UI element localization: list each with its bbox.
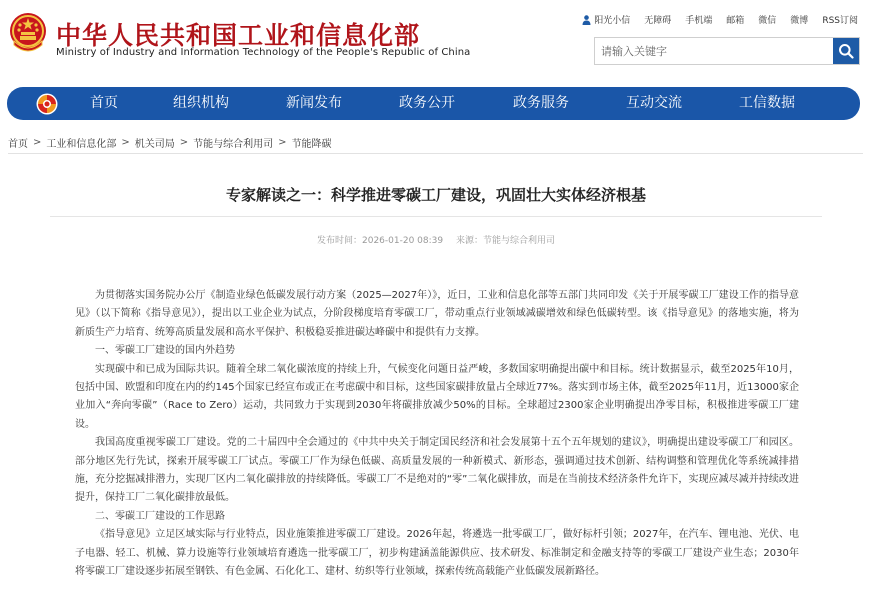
breadcrumb-divider [8, 153, 863, 154]
person-icon [582, 15, 591, 25]
search-input[interactable] [595, 38, 833, 64]
article-title: 专家解读之一：科学推进零碳工厂建设，巩固壮大实体经济根基 [225, 186, 646, 204]
article-paragraph: 《指导意见》立足区域实际与行业特点，因业施策推进零碳工厂建设。2026年起，将遴选一批零碳工厂，做好标杆引领；2027年，在汽车、锂电池、光伏、电子电器、轻工、机械、算力设施等行业领域培育遴选一批零碳工厂，初步构建涵盖能源供应、技术研发、标准制定和金融支持等的零碳工厂建设产业生态；2030年将零碳工厂建设逐步拓展至钢铁、有色金属、石化化工、建材、纺织等行业领域，探索传统高载能产业低碳发展新路径。 [75, 529, 799, 578]
toplink-sunshine[interactable] [582, 13, 630, 26]
toplink-wechat[interactable]: 微信 [758, 16, 777, 26]
search-icon [838, 43, 854, 59]
article-body [75, 287, 799, 582]
nav-item-news[interactable]: 新闻发布 [286, 95, 342, 111]
breadcrumb-separator: > [121, 137, 130, 148]
breadcrumb-separator: > [179, 137, 189, 148]
nav-item-organization[interactable]: 组织机构 [173, 95, 229, 111]
main-nav [7, 87, 860, 120]
toplink-weibo[interactable]: 微博 [790, 16, 809, 26]
breadcrumb-carbon-reduction[interactable]: 节能降碳 [291, 139, 332, 150]
national-emblem-icon[interactable] [8, 11, 48, 55]
breadcrumb-ministry[interactable]: 工业和信息化部 [46, 139, 117, 150]
toplink-rss[interactable]: RSS订阅 [822, 16, 858, 26]
title-divider [50, 216, 822, 217]
breadcrumb-departments[interactable]: 机关司局 [134, 139, 175, 150]
toplink-mobile[interactable]: 手机端 [685, 16, 713, 26]
nav-item-services[interactable]: 政务服务 [513, 95, 569, 111]
site-subtitle-en: Ministry of Industry and Information Technology of the People's Republic of China [56, 47, 471, 58]
site-title[interactable]: 中华人民共和国工业和信息化部 [56, 21, 421, 50]
top-links [582, 13, 858, 26]
breadcrumb-separator: > [33, 137, 42, 148]
article-source: 来源：节能与综合利用司 [455, 236, 555, 246]
publish-time: 发布时间：2026-01-20 08:39 [317, 236, 444, 246]
search-box [594, 37, 860, 65]
breadcrumb-energy-saving-dept[interactable]: 节能与综合利用司 [193, 139, 274, 150]
article-paragraph: 实现碳中和已成为国际共识。随着全球二氧化碳浓度的持续上升，气候变化问题日益严峻，多数国家明确提出碳中和目标。统计数据显示，截至2025年10月，包括中国、欧盟和印度在内的约145个国家已经宣布或正在考虑碳中和目标，这些国家碳排放量占全球近77%。落实到市场主体，截至2025年11月，近13000家企业加入“奔向零碳”（Race to Zero）运动，共同致力于实现到2030年将碳排放减少50%的目标。全球超过2300家企业明确提出净零目标，积极推进零碳工厂建设。 [75, 363, 799, 430]
article-meta [0, 233, 872, 246]
toplink-mail[interactable]: 邮箱 [726, 16, 745, 26]
toplink-label: 阳光小信 [594, 16, 631, 26]
search-button[interactable] [833, 38, 859, 64]
article-paragraph: 为贯彻落实国务院办公厅《制造业绿色低碳发展行动方案（2025—2027年）》，近日，工业和信息化部等五部门共同印发《关于开展零碳工厂建设工作的指导意见》（以下简称《指导意见》），提出以工业企业为试点，分阶段梯度培育零碳工厂，带动重点行业领域减碳增效和绿色低碳转型。该《指导意见》的落地实施，将为新质生产力培育、统筹高质量发展和高水平保护、积极稳妥推进碳达峰碳中和提供有力支撑。 [75, 290, 799, 338]
breadcrumb-home[interactable]: 首页 [8, 139, 28, 150]
nav-logo-icon[interactable] [36, 93, 58, 115]
toplink-accessibility[interactable]: 无障碍 [644, 16, 672, 26]
article-paragraph: 我国高度重视零碳工厂建设。党的二十届四中全会通过的《中共中央关于制定国民经济和社会发展第十五个五年规划的建议》，明确提出建设零碳工厂和园区。部分地区先行先试，探索开展零碳工厂试点。零碳工厂作为绿色低碳、高质量发展的一种新模式、新形态，强调通过技术创新、结构调整和管理优化等系统减排措施，充分挖掘减排潜力，实现厂区内二氧化碳排放的持续降低。零碳工厂不是绝对的“零”二氧化碳排放，而是在当前技术经济条件允许下，实现应减尽减并持续改进提升，保持工厂二氧化碳排放最低。 [75, 437, 799, 504]
nav-item-data[interactable]: 工信数据 [739, 95, 795, 111]
breadcrumb [8, 135, 332, 150]
section-heading: 二、零碳工厂建设的工作思路 [95, 510, 225, 522]
nav-item-home[interactable]: 首页 [90, 95, 118, 111]
breadcrumb-separator: > [278, 137, 287, 148]
nav-item-interaction[interactable]: 互动交流 [626, 95, 682, 111]
nav-item-government-affairs[interactable]: 政务公开 [399, 95, 455, 111]
section-heading: 一、零碳工厂建设的国内外趋势 [95, 345, 235, 357]
site-header [0, 0, 872, 80]
